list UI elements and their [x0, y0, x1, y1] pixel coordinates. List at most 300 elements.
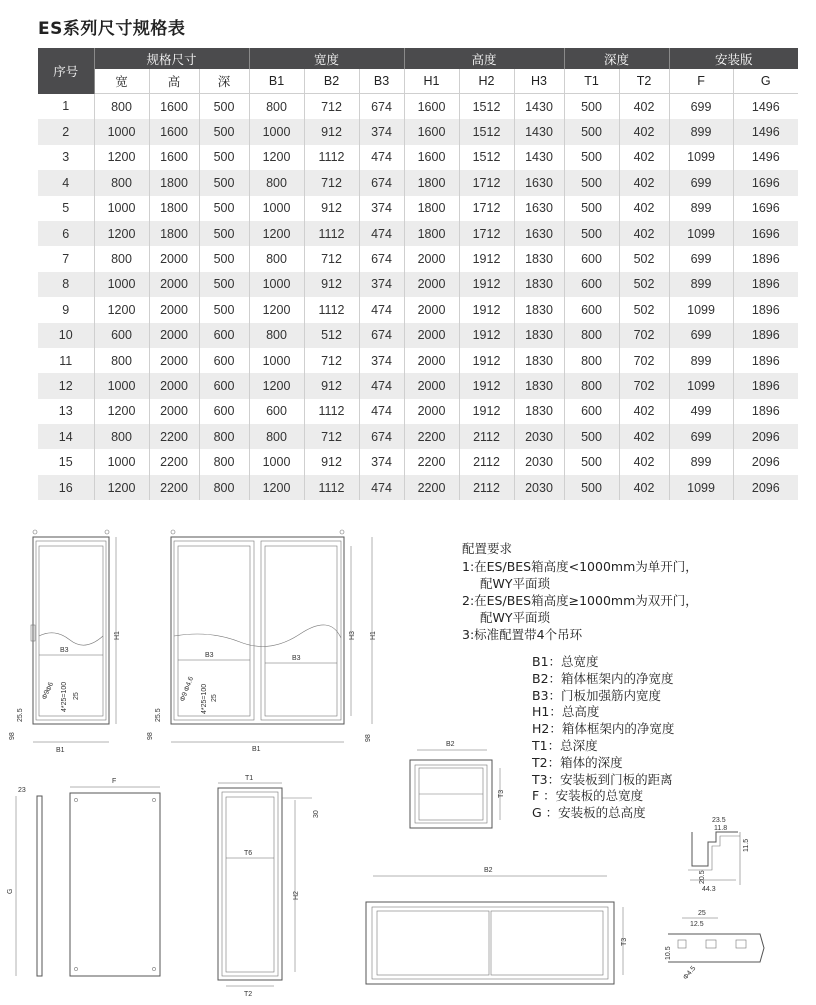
d2-h1-label: H1: [370, 631, 377, 640]
table-cell: 800: [199, 424, 249, 449]
table-cell: 2112: [459, 449, 514, 474]
table-cell: 2000: [149, 399, 199, 424]
table-cell: 1112: [304, 475, 359, 500]
table-cell: 2000: [404, 399, 459, 424]
table-cell: 2000: [149, 323, 199, 348]
d2-h3-label: H3: [349, 631, 356, 640]
table-cell: 11: [38, 348, 94, 373]
table-cell: 1000: [94, 119, 149, 144]
table-cell: 1430: [514, 119, 564, 144]
table-cell: 500: [199, 221, 249, 246]
table-cell: 512: [304, 323, 359, 348]
table-cell: 1830: [514, 297, 564, 322]
table-cell: 2030: [514, 475, 564, 500]
table-cell: 502: [619, 297, 669, 322]
table-cell: 899: [669, 348, 733, 373]
table-cell: 2096: [733, 449, 798, 474]
legend-item: B1：总宽度: [532, 654, 599, 669]
table-cell: 2000: [149, 373, 199, 398]
table-cell: 1712: [459, 196, 514, 221]
table-cell: 1896: [733, 297, 798, 322]
subheader-cell: T2: [619, 69, 669, 94]
table-cell: 1: [38, 94, 94, 120]
drawing-profile-detail: [688, 817, 750, 893]
table-cell: 502: [619, 272, 669, 297]
table-cell: 1000: [249, 272, 304, 297]
d6-t6-label: T6: [244, 850, 253, 857]
table-cell: 1000: [94, 272, 149, 297]
table-cell: 374: [359, 272, 404, 297]
table-cell: 1896: [733, 272, 798, 297]
table-cell: 800: [249, 94, 304, 120]
table-cell: 800: [199, 475, 249, 500]
table-cell: 600: [564, 297, 619, 322]
table-cell: 1000: [249, 348, 304, 373]
table-cell: 500: [199, 246, 249, 271]
dimension-legend: [532, 654, 802, 822]
table-cell: 1912: [459, 323, 514, 348]
table-cell: 474: [359, 475, 404, 500]
table-cell: 1912: [459, 246, 514, 271]
table-cell: 800: [564, 373, 619, 398]
drawing-top-section-small: [410, 741, 505, 828]
subheader-cell: B3: [359, 69, 404, 94]
d2-b3a-label: B3: [205, 652, 214, 659]
table-cell: 2200: [149, 449, 199, 474]
notes-heading: 配置要求: [462, 541, 513, 556]
table-cell: 800: [249, 323, 304, 348]
table-cell: 1800: [149, 170, 199, 195]
table-cell: 1200: [94, 399, 149, 424]
d6-t1-label: T1: [245, 775, 254, 782]
table-cell: 402: [619, 94, 669, 120]
subheader-cell: T1: [564, 69, 619, 94]
table-cell: 1600: [404, 145, 459, 170]
table-cell: 1200: [249, 297, 304, 322]
d8-235-label: 23.5: [712, 817, 726, 824]
subheader-cell: H3: [514, 69, 564, 94]
d3-t3-label: T3: [498, 789, 505, 798]
d5-f-label: F: [112, 778, 117, 785]
d1-b1-label: B1: [56, 747, 65, 754]
table-cell: 699: [669, 170, 733, 195]
table-cell: 2000: [404, 297, 459, 322]
table-cell: 1099: [669, 145, 733, 170]
table-cell: 1630: [514, 221, 564, 246]
table-cell: 702: [619, 323, 669, 348]
table-cell: 1200: [249, 221, 304, 246]
table-cell: 712: [304, 348, 359, 373]
table-cell: 1200: [94, 145, 149, 170]
table-cell: 10: [38, 323, 94, 348]
table-cell: 800: [94, 170, 149, 195]
table-cell: 1496: [733, 119, 798, 144]
table-cell: 1000: [249, 119, 304, 144]
table-cell: 600: [564, 246, 619, 271]
drawing-single-door-front: [9, 530, 121, 754]
table-cell: 899: [669, 449, 733, 474]
table-cell: 712: [304, 94, 359, 120]
table-cell: 1896: [733, 246, 798, 271]
table-cell: 1430: [514, 94, 564, 120]
notes-item-1-sub: 配WY平面琐: [480, 576, 550, 591]
table-cell: 899: [669, 196, 733, 221]
table-cell: 674: [359, 323, 404, 348]
table-cell: 800: [249, 424, 304, 449]
table-cell: 674: [359, 424, 404, 449]
table-cell: 402: [619, 424, 669, 449]
d1-pitch-label: 4*25=100: [61, 681, 68, 712]
legend-item: B3：门板加强筋内宽度: [532, 687, 662, 703]
table-cell: 474: [359, 297, 404, 322]
table-cell: 500: [564, 119, 619, 144]
legend-item: B2：箱体框架内的净宽度: [532, 670, 674, 686]
d1-b3-label: B3: [60, 647, 69, 654]
table-cell: 12: [38, 373, 94, 398]
table-cell: 1830: [514, 246, 564, 271]
d2-98b-label: 98: [365, 734, 372, 742]
subheader-cell: H2: [459, 69, 514, 94]
table-cell: 7: [38, 246, 94, 271]
table-cell: 374: [359, 119, 404, 144]
table-cell: 2000: [149, 246, 199, 271]
table-cell: 600: [249, 399, 304, 424]
table-cell: 500: [564, 170, 619, 195]
table-cell: 2200: [149, 475, 199, 500]
d8-205-label: 20.5: [699, 870, 706, 884]
d2-255-label: 25.5: [155, 708, 162, 722]
table-cell: 1630: [514, 196, 564, 221]
d2-d6-label: Φ4.6: [183, 675, 196, 693]
table-cell: 1112: [304, 297, 359, 322]
legend-item: H1：总高度: [532, 704, 600, 720]
d2-pitch-label: 4*25=100: [201, 683, 208, 714]
header-spec-size: 规格尺寸: [94, 48, 249, 69]
table-cell: 1912: [459, 272, 514, 297]
table-cell: 9: [38, 297, 94, 322]
table-cell: 712: [304, 170, 359, 195]
d7-t3-label: T3: [621, 937, 628, 946]
table-cell: 2: [38, 119, 94, 144]
table-cell: 1200: [94, 297, 149, 322]
table-cell: 1600: [149, 119, 199, 144]
configuration-notes: [462, 540, 792, 643]
d1-d6-label: Φ6: [45, 681, 56, 693]
notes-item-3: 3:标准配置带4个吊环: [462, 627, 583, 642]
table-cell: 2000: [404, 348, 459, 373]
table-cell: 1800: [404, 221, 459, 246]
table-cell: 500: [199, 170, 249, 195]
header-depth: 深度: [564, 48, 669, 69]
table-cell: 1000: [249, 196, 304, 221]
table-cell: 1496: [733, 145, 798, 170]
d6-h2-label: H2: [293, 891, 300, 900]
table-cell: 402: [619, 221, 669, 246]
d4-g-label: G: [7, 888, 14, 894]
table-cell: 1430: [514, 145, 564, 170]
table-cell: 1512: [459, 119, 514, 144]
table-cell: 699: [669, 246, 733, 271]
table-cell: 1830: [514, 373, 564, 398]
table-cell: 1496: [733, 94, 798, 120]
subheader-cell: H1: [404, 69, 459, 94]
table-cell: 1200: [249, 373, 304, 398]
table-cell: 899: [669, 119, 733, 144]
table-cell: 1600: [404, 119, 459, 144]
table-cell: 500: [564, 94, 619, 120]
notes-item-2: 2:在ES/BES箱高度≥1000mm为双开门，: [462, 593, 698, 608]
table-cell: 1099: [669, 221, 733, 246]
table-cell: 402: [619, 399, 669, 424]
table-cell: 2030: [514, 424, 564, 449]
subheader-cell: 宽: [94, 69, 149, 94]
table-cell: 1830: [514, 399, 564, 424]
d6-30-label: 30: [313, 810, 320, 818]
table-cell: 2000: [404, 373, 459, 398]
table-cell: 13: [38, 399, 94, 424]
table-cell: 912: [304, 272, 359, 297]
table-cell: 699: [669, 323, 733, 348]
table-cell: 1200: [94, 475, 149, 500]
table-cell: 1830: [514, 272, 564, 297]
table-cell: 800: [199, 449, 249, 474]
drawing-side-section: [218, 775, 320, 998]
header-width: 宽度: [249, 48, 404, 69]
table-cell: 1800: [404, 196, 459, 221]
table-cell: 16: [38, 475, 94, 500]
table-cell: 1099: [669, 297, 733, 322]
table-cell: 674: [359, 170, 404, 195]
table-cell: 474: [359, 145, 404, 170]
subheader-cell: F: [669, 69, 733, 94]
table-cell: 1696: [733, 196, 798, 221]
table-cell: 4: [38, 170, 94, 195]
table-cell: 502: [619, 246, 669, 271]
table-cell: 402: [619, 449, 669, 474]
d8-115-label: 11.5: [743, 838, 750, 852]
d9-d45-label: Φ4.5: [682, 965, 698, 982]
table-cell: 6: [38, 221, 94, 246]
table-cell: 500: [564, 196, 619, 221]
table-cell: 500: [199, 145, 249, 170]
table-cell: 1200: [249, 145, 304, 170]
table-cell: 402: [619, 170, 669, 195]
legend-item: T2：箱体的深度: [532, 754, 623, 770]
table-cell: 1512: [459, 94, 514, 120]
table-cell: 1200: [249, 475, 304, 500]
table-cell: 1896: [733, 399, 798, 424]
table-cell: 1912: [459, 373, 514, 398]
table-cell: 1000: [94, 373, 149, 398]
table-cell: 2112: [459, 475, 514, 500]
d1-d9-label: Φ9: [41, 689, 52, 701]
d4-23-label: 23: [18, 787, 26, 794]
table-cell: 1000: [249, 449, 304, 474]
table-cell: 1200: [94, 221, 149, 246]
table-cell: 800: [94, 94, 149, 120]
table-cell: 800: [564, 323, 619, 348]
d2-25-label: 25: [211, 694, 218, 702]
table-cell: 800: [94, 246, 149, 271]
table-cell: 474: [359, 399, 404, 424]
table-cell: 2000: [404, 272, 459, 297]
table-cell: 14: [38, 424, 94, 449]
table-cell: 600: [564, 399, 619, 424]
d1-25-label: 25: [73, 692, 80, 700]
table-cell: 2030: [514, 449, 564, 474]
table-cell: 1099: [669, 373, 733, 398]
subheader-cell: 深: [199, 69, 249, 94]
table-cell: 702: [619, 348, 669, 373]
table-cell: 712: [304, 424, 359, 449]
subheader-cell: B2: [304, 69, 359, 94]
table-cell: 402: [619, 119, 669, 144]
d2-98a-label: 98: [147, 732, 154, 740]
table-cell: 600: [94, 323, 149, 348]
table-cell: 2000: [149, 348, 199, 373]
table-cell: 600: [199, 323, 249, 348]
table-cell: 800: [94, 424, 149, 449]
table-cell: 1000: [94, 196, 149, 221]
d2-d9-label: Φ9: [179, 691, 190, 703]
table-cell: 800: [249, 170, 304, 195]
table-cell: 699: [669, 94, 733, 120]
table-cell: 1600: [149, 145, 199, 170]
table-cell: 2000: [149, 297, 199, 322]
table-cell: 1712: [459, 221, 514, 246]
table-cell: 1912: [459, 399, 514, 424]
table-cell: 500: [199, 297, 249, 322]
table-cell: 2000: [149, 272, 199, 297]
table-cell: 674: [359, 246, 404, 271]
subheader-cell: 高: [149, 69, 199, 94]
table-cell: 1600: [404, 94, 459, 120]
table-cell: 2200: [149, 424, 199, 449]
table-cell: 500: [564, 449, 619, 474]
table-cell: 374: [359, 449, 404, 474]
table-cell: 1112: [304, 399, 359, 424]
table-cell: 499: [669, 399, 733, 424]
table-cell: 674: [359, 94, 404, 120]
table-cell: 600: [564, 272, 619, 297]
table-cell: 2000: [404, 246, 459, 271]
table-cell: 912: [304, 449, 359, 474]
table-cell: 2200: [404, 449, 459, 474]
table-cell: 912: [304, 196, 359, 221]
table-cell: 1112: [304, 145, 359, 170]
table-cell: 374: [359, 196, 404, 221]
table-cell: 1512: [459, 145, 514, 170]
legend-item: F ：安装板的总宽度: [532, 788, 644, 804]
table-cell: 500: [564, 424, 619, 449]
table-cell: 2000: [404, 323, 459, 348]
d9-105-label: 10.5: [665, 946, 672, 960]
table-cell: 912: [304, 119, 359, 144]
table-cell: 500: [199, 272, 249, 297]
table-cell: 702: [619, 373, 669, 398]
d8-118-label: 11.8: [714, 825, 728, 832]
table-cell: 1712: [459, 170, 514, 195]
d6-t2-label: T2: [244, 991, 253, 998]
table-cell: 1696: [733, 221, 798, 246]
table-cell: 402: [619, 475, 669, 500]
table-cell: 699: [669, 424, 733, 449]
d3-b2-label: B2: [446, 741, 455, 748]
d1-h1-label: H1: [114, 631, 121, 640]
table-cell: 2112: [459, 424, 514, 449]
drawing-double-door-front: [147, 530, 377, 753]
table-cell: 1800: [404, 170, 459, 195]
table-cell: 8: [38, 272, 94, 297]
drawing-top-section-wide: [366, 867, 628, 984]
table-cell: 2096: [733, 475, 798, 500]
table-cell: 1896: [733, 373, 798, 398]
d2-b3b-label: B3: [292, 655, 301, 662]
page-title: ES系列尺寸规格表: [38, 19, 186, 39]
header-height: 高度: [404, 48, 564, 69]
table-cell: 600: [199, 373, 249, 398]
subheader-cell: G: [733, 69, 798, 94]
table-cell: 1912: [459, 348, 514, 373]
d7-b2-label: B2: [484, 867, 493, 874]
table-cell: 402: [619, 145, 669, 170]
table-cell: 1112: [304, 221, 359, 246]
table-cell: 500: [199, 119, 249, 144]
table-cell: 1630: [514, 170, 564, 195]
table-cell: 474: [359, 221, 404, 246]
d1-98-label: 98: [9, 732, 16, 740]
d8-443-label: 44.3: [702, 886, 716, 893]
table-cell: 800: [249, 246, 304, 271]
table-cell: 500: [199, 94, 249, 120]
table-cell: 2200: [404, 424, 459, 449]
header-index: 序号: [38, 48, 94, 94]
table-cell: 2200: [404, 475, 459, 500]
table-cell: 500: [564, 145, 619, 170]
table-cell: 3: [38, 145, 94, 170]
drawing-side-plate: [7, 787, 42, 976]
table-cell: 1896: [733, 323, 798, 348]
d9-125-label: 12.5: [690, 921, 704, 928]
drawing-mounting-plate: [70, 778, 160, 976]
legend-item: H2：箱体框架内的净宽度: [532, 721, 675, 737]
table-cell: 500: [564, 475, 619, 500]
header-mounting-plate: 安装版: [669, 48, 798, 69]
table-cell: 500: [199, 196, 249, 221]
legend-item: T3：安装板到门板的距离: [532, 771, 673, 787]
table-cell: 1800: [149, 221, 199, 246]
table-cell: 5: [38, 196, 94, 221]
d1-255-label: 25.5: [17, 708, 24, 722]
table-cell: 402: [619, 196, 669, 221]
d9-25-label: 25: [698, 910, 706, 917]
d2-b1-label: B1: [252, 746, 261, 753]
table-cell: 1830: [514, 348, 564, 373]
table-cell: 1912: [459, 297, 514, 322]
table-cell: 474: [359, 373, 404, 398]
table-cell: 1000: [94, 449, 149, 474]
legend-item: T1：总深度: [532, 737, 598, 753]
table-cell: 2096: [733, 424, 798, 449]
table-cell: 800: [94, 348, 149, 373]
table-cell: 600: [199, 348, 249, 373]
table-cell: 1600: [149, 94, 199, 120]
table-cell: 1896: [733, 348, 798, 373]
table-cell: 712: [304, 246, 359, 271]
table-cell: 15: [38, 449, 94, 474]
subheader-cell: B1: [249, 69, 304, 94]
table-cell: 1099: [669, 475, 733, 500]
